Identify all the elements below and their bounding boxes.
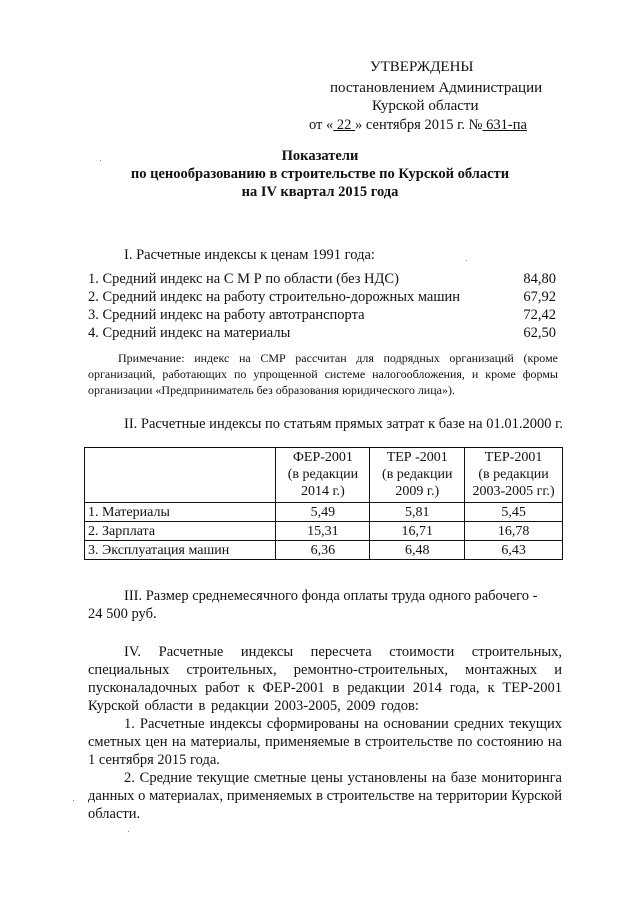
scan-speck: [128, 831, 129, 832]
row-label: 3. Эксплуатация машин: [85, 541, 276, 560]
scan-speck: [73, 800, 74, 801]
index-label: 3. Средний индекс на работу автотранспорта: [88, 307, 365, 323]
section3-line-1: III. Размер среднемесячного фонда оплаты труда одного рабочего -: [124, 588, 538, 604]
title-line-3: на IV квартал 2015 года: [241, 184, 399, 200]
date-middle: » сентября 2015 г. №: [355, 117, 483, 133]
note-text: Примечание: индекс на СМР рассчитан для подрядных организаций (кроме организаций, работающих по упрощенной системе налогообложения, и кроме формы организации «Предприниматель без образования юридического лица»).: [88, 351, 558, 397]
approval-date-line: [309, 117, 527, 134]
row-label: 2. Зарплата: [85, 522, 276, 541]
table-row: [85, 541, 563, 560]
index-value: 67,92: [523, 289, 556, 305]
table-header-empty: [85, 448, 276, 503]
index-value: 62,50: [523, 325, 556, 341]
table-cell: 6,43: [465, 541, 563, 560]
table-row: [85, 503, 563, 522]
table-cell: 5,45: [465, 503, 563, 522]
scan-speck: [466, 260, 467, 261]
section3-line-2: 24 500 руб.: [88, 606, 157, 622]
date-prefix: от «: [309, 117, 334, 133]
date-day: 22: [333, 117, 356, 133]
row-label: 1. Материалы: [85, 503, 276, 522]
title-line-2: по ценообразованию в строительстве по Курской области: [130, 166, 510, 182]
decree-number: 631-па: [482, 117, 527, 133]
approval-line-2: Курской области: [372, 98, 479, 114]
table-cell: 6,48: [370, 541, 465, 560]
table-row: [85, 522, 563, 541]
section1-heading: I. Расчетные индексы к ценам 1991 года:: [124, 247, 375, 263]
index-table: [84, 447, 563, 560]
section4-paragraph-1: 1. Расчетные индексы сформированы на основании средних текущих сметных цен на материалы, применяемые в строительстве по состоянию на 1 сентября 2015 года.: [88, 716, 562, 768]
index-value: 72,42: [523, 307, 556, 323]
approval-line-1: постановлением Администрации: [330, 80, 543, 96]
index-label: 1. Средний индекс на С М Р по области (без НДС): [88, 271, 399, 287]
table-cell: 15,31: [276, 522, 370, 541]
section4-paragraph-2: 2. Средние текущие сметные цены установлены на базе мониторинга данных о материалах, применяемых в строительстве на территории Курской области.: [88, 770, 562, 822]
index-value: 84,80: [523, 271, 556, 287]
table-header-cell: ТЕР-2001 (в редакции 2003-2005 гг.): [465, 448, 563, 503]
section4-intro: IV. Расчетные индексы пересчета стоимости строительных, специальных строительных, ремонтно-строительных, монтажных и пусконаладочных работ к ФЕР-2001 в редакции 2014 года, к ТЕР-2001 Курской области в редакции 2003-2005, 2009 годов:: [88, 644, 562, 714]
section2-heading: II. Расчетные индексы по статьям прямых затрат к базе на 01.01.2000 г.: [124, 416, 564, 432]
scan-speck: [100, 160, 101, 161]
table-cell: 6,36: [276, 541, 370, 560]
table-cell: 5,49: [276, 503, 370, 522]
table-cell: 5,81: [370, 503, 465, 522]
table-header-cell: ТЕР -2001 (в редакции 2009 г.): [370, 448, 465, 503]
section4-block: [88, 643, 562, 823]
approval-heading: УТВЕРЖДЕНЫ: [370, 59, 474, 75]
table-cell: 16,71: [370, 522, 465, 541]
table-cell: 16,78: [465, 522, 563, 541]
index-label: 4. Средний индекс на материалы: [88, 325, 291, 341]
table-header-cell: ФЕР-2001 (в редакции 2014 г.): [276, 448, 370, 503]
table-header-row: [85, 448, 563, 503]
section1-note: [88, 350, 558, 398]
index-label: 2. Средний индекс на работу строительно-дорожных машин: [88, 289, 461, 305]
title-line-1: Показатели: [281, 148, 359, 164]
